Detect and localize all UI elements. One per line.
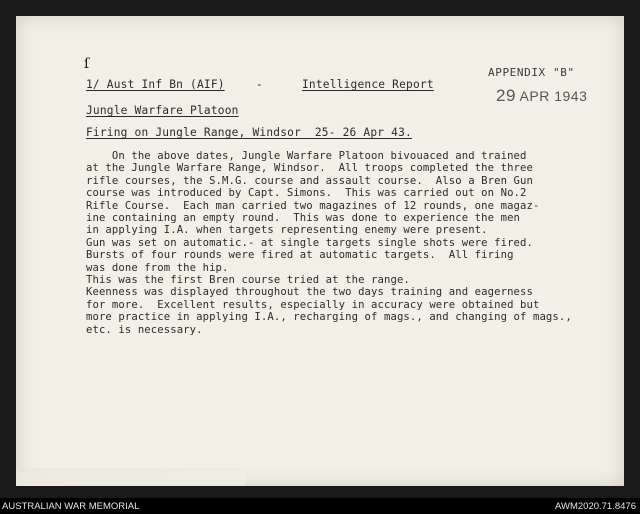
appendix-label: APPENDIX "B" bbox=[488, 66, 575, 79]
unit-heading: 1/ Aust Inf Bn (AIF) bbox=[86, 78, 225, 91]
stamp-day: 29 bbox=[496, 86, 516, 105]
date-stamp bbox=[496, 86, 587, 106]
body-line: On the above dates, Jungle Warfare Platoon bivouaced and trained bbox=[86, 150, 527, 162]
body-line: Bursts of four rounds were fired at automatic targets. All firing bbox=[86, 249, 514, 262]
paper-fold bbox=[16, 468, 246, 486]
body-line: was done from the hip. bbox=[86, 261, 229, 274]
body-line: Gun was set on automatic.- at single targets single shots were fired. bbox=[86, 236, 533, 249]
stamp-month-year: APR 1943 bbox=[519, 88, 588, 104]
platoon-heading: Jungle Warfare Platoon bbox=[86, 104, 239, 117]
body-line: course was introduced by Capt. Simons. This was carried out on No.2 bbox=[86, 187, 527, 200]
report-title: Intelligence Report bbox=[302, 78, 434, 91]
body-line: ine containing an empty round. This was done to experience the men bbox=[86, 212, 521, 225]
body-line: at the Jungle Warfare Range, Windsor. All troops completed the three bbox=[86, 162, 533, 175]
body-line: for more. Excellent results, especially in accuracy were obtained but bbox=[86, 298, 540, 311]
body-line: in applying I.A. when targets representing enemy were present. bbox=[86, 224, 488, 237]
report-body bbox=[86, 150, 572, 336]
firing-heading: Firing on Jungle Range, Windsor 25- 26 Apr 43. bbox=[86, 126, 412, 139]
body-line: This was the first Bren course tried at the range. bbox=[86, 274, 410, 287]
body-line: etc. is necessary. bbox=[86, 323, 203, 336]
footer-bar bbox=[0, 498, 640, 514]
body-line: more practice in applying I.A., recharging of mags., and changing of mags., bbox=[86, 311, 572, 324]
body-line: rifle courses, the S.M.G. course and assault course. Also a Bren Gun bbox=[86, 174, 533, 187]
pen-mark: ſ bbox=[84, 56, 90, 72]
body-line: Keenness was displayed throughout the two days training and eagerness bbox=[86, 286, 533, 299]
body-line: Rifle Course. Each man carried two magazines of 12 rounds, one magaz- bbox=[86, 199, 540, 212]
footer-credit: AUSTRALIAN WAR MEMORIAL bbox=[2, 501, 140, 512]
footer-accession-id: AWM2020.71.8476 bbox=[555, 501, 636, 512]
heading-dash: - bbox=[256, 78, 263, 91]
